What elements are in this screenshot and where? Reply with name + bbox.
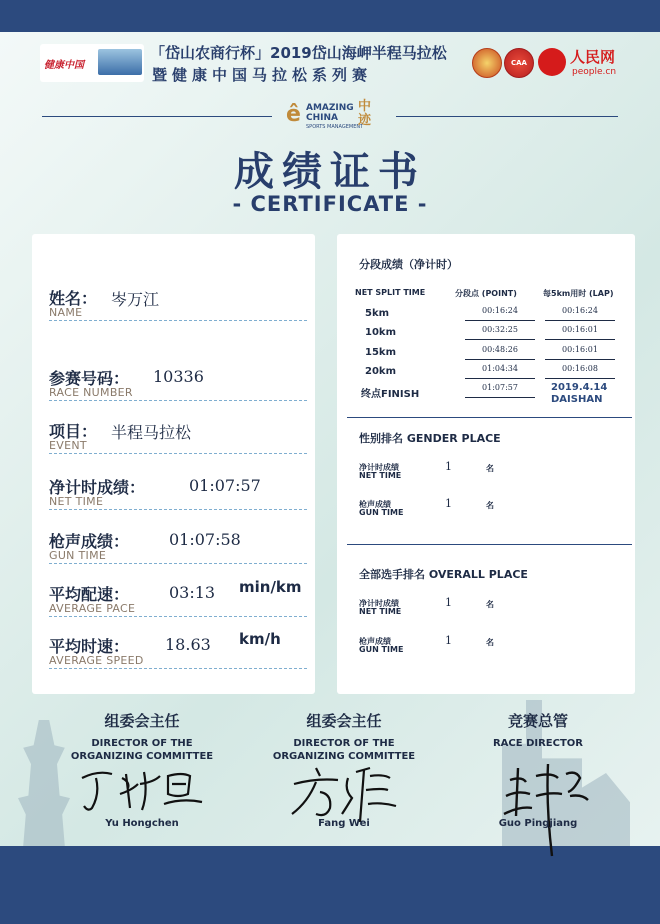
split-point: 终点FINISH [361,389,420,400]
signature-title-zh: 竞赛总管 [507,712,568,730]
gender-net-row [359,462,619,486]
race-number-value: 10336 [153,367,204,386]
overall-net-en: NET TIME [359,607,402,616]
signature-title-en [254,737,434,763]
header-divider-left [42,116,272,117]
gun-time-label: 枪声成绩： [49,532,130,551]
name-field [49,286,307,321]
signature-title-en2: ORGANIZING COMMITTEE [70,751,214,762]
results-divider [347,417,632,418]
race-date-stamp [551,382,608,406]
avg-pace-label-en: AVERAGE PACE [49,602,136,615]
split-point: 20km [365,366,396,377]
event-subtitle: 暨健康中国马拉松系列赛 [152,66,373,84]
people-logo-text: 人民网 [570,48,616,66]
signature-name: Guo Pingjiang [498,818,578,829]
split-time: 01:07:57 [465,383,535,398]
gender-gun-row [359,499,619,523]
gun-time-value: 01:07:58 [169,530,241,549]
avg-pace-unit: min/km [239,578,302,596]
amazing-china-mark-icon: ê [286,102,301,127]
amazing-line2: CHINA [306,113,338,123]
sports-badge-icon [472,48,502,78]
split-time: 01:04:34 [465,364,535,379]
signature-name: Yu Hongchen [105,818,179,829]
avg-speed-label: 平均时速： [49,637,130,656]
athlete-info-card [32,234,315,694]
split-point: 15km [365,347,396,358]
signature-guo-pingjiang-icon [496,756,596,860]
split-time: 00:16:24 [465,306,535,321]
avg-pace-value: 03:13 [169,583,216,602]
net-time-label-en: NET TIME [49,495,104,508]
gender-gun-zh: 枪声成绩 [359,500,391,509]
signature-block [254,710,434,763]
race-date: 2019.4.14 [551,382,608,393]
split-lap: 00:16:01 [545,345,615,360]
avg-speed-value: 18.63 [165,635,211,654]
avg-pace-field [49,578,307,617]
amazing-zh: 中迹 [358,99,372,128]
race-number-label-en: RACE NUMBER [49,386,133,399]
overall-gun-zh: 枪声成绩 [359,637,391,646]
marathon-logo [98,49,142,75]
gender-gun-rank: 1 [445,497,452,510]
net-time-value: 01:07:57 [189,476,261,495]
splits-title: 分段成绩（净计时） [359,258,458,271]
split-point: 10km [365,327,396,338]
splits-col-lap: 每5km用时 (LAP) [543,289,614,298]
splits-col-split: NET SPLIT TIME [355,288,426,297]
amazing-line3: SPORTS MANAGEMENT [306,124,364,130]
people-url: people.cn [572,67,617,77]
split-time: 00:32:25 [465,325,535,340]
overall-gun-en: GUN TIME [359,645,404,654]
amazing-china-logo [286,100,386,134]
signature-title-en [52,737,232,763]
split-point: 5km [365,308,390,319]
gun-time-label-en: GUN TIME [49,549,107,562]
signature-title-en2: ORGANIZING COMMITTEE [272,751,416,762]
split-row [337,327,635,347]
name-label-en: NAME [49,306,83,319]
healthy-china-logo-text: 健康中国 [44,60,84,71]
overall-place-title: 全部选手排名 OVERALL PLACE [359,568,528,581]
gender-net-rank: 1 [445,460,452,473]
overall-net-rank: 1 [445,596,452,609]
event-header [40,40,620,90]
signature-title-zh: 组委会主任 [104,712,180,730]
event-label: 项目： [49,422,98,441]
avg-speed-label-en: AVERAGE SPEED [49,654,144,667]
signature-yu-hongchen-icon [78,764,208,816]
overall-gun-rank: 1 [445,634,452,647]
results-divider [347,544,632,545]
avg-pace-label: 平均配速： [49,585,130,604]
avg-speed-field [49,630,307,669]
overall-gun-unit: 名 [486,638,494,647]
overall-net-zh: 净计时成绩 [359,599,399,608]
event-value: 半程马拉松 [111,423,192,442]
gender-net-unit: 名 [486,464,494,473]
split-lap: 00:16:24 [545,306,615,321]
overall-gun-row [359,636,619,660]
overall-net-unit: 名 [486,600,494,609]
race-number-field [49,366,307,401]
split-lap: 00:16:08 [545,364,615,379]
race-location: DAISHAN [551,394,603,405]
healthy-china-logo [40,44,144,82]
certificate-title-zh: 成绩证书 [234,149,426,195]
net-time-field [49,475,307,510]
signature-title-en1: DIRECTOR OF THE [293,738,395,749]
results-card [337,234,635,694]
signature-title-en2: RACE DIRECTOR [492,738,583,749]
gender-gun-unit: 名 [486,501,494,510]
signature-name: Fang Wei [318,818,370,829]
signature-title-zh: 组委会主任 [306,712,382,730]
gender-place-title: 性别排名 GENDER PLACE [359,432,501,445]
header-divider-right [396,116,618,117]
avg-speed-unit: km/h [239,630,281,648]
split-lap: 00:16:01 [545,325,615,340]
signature-block [52,710,232,763]
gender-gun-en: GUN TIME [359,508,404,517]
signature-title-en1: DIRECTOR OF THE [91,738,193,749]
gun-time-field [49,529,307,564]
race-number-label: 参赛号码： [49,369,130,388]
overall-net-row [359,598,619,622]
signature-block [448,710,628,750]
top-banner [0,0,660,32]
caa-badge-icon: CAA [504,48,534,78]
split-time: 00:48:26 [465,345,535,360]
signature-title-en [448,737,628,750]
amazing-line1: AMAZING [306,103,354,113]
gender-net-en: NET TIME [359,471,402,480]
splits-col-point: 分段点 (POINT) [455,289,517,298]
name-label: 姓名： [49,289,98,308]
net-time-label: 净计时成绩： [49,478,146,497]
gender-net-zh: 净计时成绩 [359,463,399,472]
event-field [49,419,307,454]
event-label-en: EVENT [49,439,87,452]
event-title: 「岱山农商行杯」2019岱山海岬半程马拉松 [150,44,447,62]
people-logo-icon [538,48,566,76]
signature-fang-wei-icon [286,762,406,826]
name-value: 岑万江 [111,290,160,309]
certificate-title-en: - CERTIFICATE - [232,192,428,216]
